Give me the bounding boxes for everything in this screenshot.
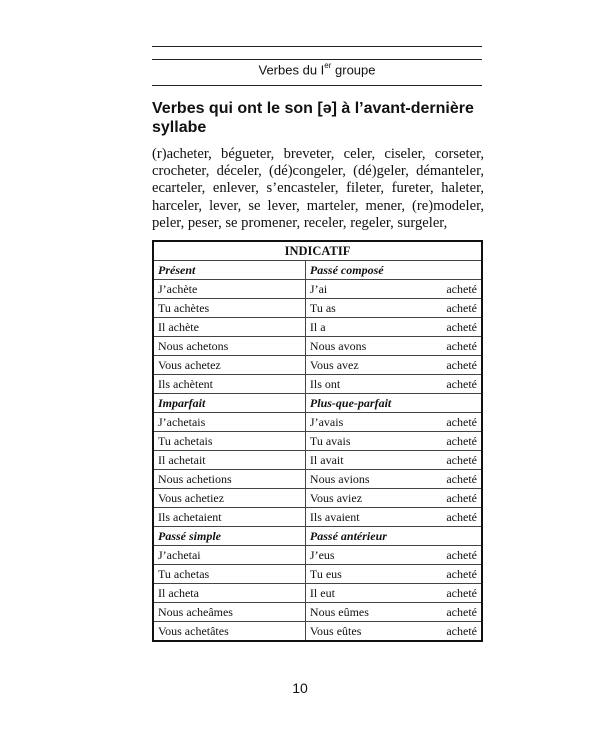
compound-form-cell: [305, 489, 482, 508]
auxiliary-text: Vous avez: [309, 357, 359, 372]
header-rule-bottom: [152, 85, 482, 86]
auxiliary-text: Tu eus: [309, 566, 342, 581]
participle-text: acheté: [446, 414, 477, 429]
auxiliary-text: J’avais: [309, 414, 344, 429]
auxiliary-text: Il eut: [309, 585, 335, 600]
auxiliary-text: Ils ont: [309, 376, 341, 391]
table-row: [153, 565, 482, 584]
header-rule-top: [152, 46, 482, 47]
running-title-text: Verbes du I: [258, 62, 325, 78]
simple-form-cell: Ils achetaient: [153, 508, 305, 527]
participle-text: acheté: [446, 490, 477, 505]
running-title: [152, 62, 482, 77]
tense-header-row: [153, 394, 482, 413]
compound-form-cell: [305, 546, 482, 565]
auxiliary-text: Vous eûtes: [309, 623, 362, 638]
simple-form-cell: J’achetais: [153, 413, 305, 432]
compound-form-cell: [305, 432, 482, 451]
compound-form-cell: [305, 337, 482, 356]
participle-text: acheté: [446, 452, 477, 467]
compound-form-cell: [305, 584, 482, 603]
table-row: [153, 622, 482, 642]
table-row: [153, 318, 482, 337]
tense-label-compound: Passé composé: [305, 261, 482, 280]
compound-form-cell: [305, 280, 482, 299]
auxiliary-text: Il avait: [309, 452, 344, 467]
table-row: [153, 603, 482, 622]
simple-form-cell: Tu achetas: [153, 565, 305, 584]
compound-form-cell: [305, 451, 482, 470]
running-title-superscript: er: [324, 61, 332, 70]
participle-text: acheté: [446, 566, 477, 581]
table-row: [153, 280, 482, 299]
verb-list: (r)acheter, bégueter, breveter, celer, ciseler, corseter, crocheter, déceler, (dé)congeler, (dé)geler, démanteler, ecarteler, enlever, s’encasteler, fileter, fureter, haleter, harceler, lever, se lever, marteler, mener, (re)modeler, peler, peser, se promener, receler, regeler, surgeler,: [152, 146, 484, 231]
participle-text: acheté: [446, 604, 477, 619]
simple-form-cell: Ils achètent: [153, 375, 305, 394]
table-row: [153, 337, 482, 356]
table-row: [153, 470, 482, 489]
simple-form-cell: Nous achetons: [153, 337, 305, 356]
table-row: [153, 546, 482, 565]
tense-label-compound: Passé antérieur: [305, 527, 482, 546]
auxiliary-text: Nous avons: [309, 338, 367, 353]
participle-text: acheté: [446, 471, 477, 486]
tense-header-row: [153, 527, 482, 546]
participle-text: acheté: [446, 585, 477, 600]
auxiliary-text: Tu avais: [309, 433, 351, 448]
auxiliary-text: Tu as: [309, 300, 336, 315]
table-row: [153, 375, 482, 394]
page-number: 10: [292, 680, 308, 696]
participle-text: acheté: [446, 281, 477, 296]
table-row: [153, 508, 482, 527]
compound-form-cell: [305, 413, 482, 432]
simple-form-cell: Vous achetâtes: [153, 622, 305, 642]
simple-form-cell: Nous achеâmes: [153, 603, 305, 622]
simple-form-cell: J’achète: [153, 280, 305, 299]
table-row: [153, 299, 482, 318]
table-row: [153, 356, 482, 375]
participle-text: acheté: [446, 547, 477, 562]
table-row: [153, 413, 482, 432]
simple-form-cell: Vous achetiez: [153, 489, 305, 508]
tense-label-simple: Imparfait: [153, 394, 305, 413]
compound-form-cell: [305, 470, 482, 489]
compound-form-cell: [305, 603, 482, 622]
simple-form-cell: Il achetait: [153, 451, 305, 470]
simple-form-cell: J’achetai: [153, 546, 305, 565]
compound-form-cell: [305, 565, 482, 584]
tense-header-row: [153, 261, 482, 280]
simple-form-cell: Vous achetez: [153, 356, 305, 375]
compound-form-cell: [305, 318, 482, 337]
participle-text: acheté: [446, 509, 477, 524]
auxiliary-text: Nous avions: [309, 471, 370, 486]
participle-text: acheté: [446, 433, 477, 448]
auxiliary-text: J’eus: [309, 547, 335, 562]
participle-text: acheté: [446, 319, 477, 334]
auxiliary-text: Nous eûmes: [309, 604, 369, 619]
table-row: [153, 584, 482, 603]
mood-title: INDICATIF: [153, 241, 482, 261]
simple-form-cell: Tu achètes: [153, 299, 305, 318]
participle-text: acheté: [446, 623, 477, 638]
table-row: [153, 432, 482, 451]
section-heading: Verbes qui ont le son [ə] à l’avant-dernière syllabe: [152, 100, 474, 136]
table-row: [153, 451, 482, 470]
simple-form-cell: Il achète: [153, 318, 305, 337]
compound-form-cell: [305, 508, 482, 527]
tense-label-simple: Présent: [153, 261, 305, 280]
compound-form-cell: [305, 299, 482, 318]
auxiliary-text: Ils avaient: [309, 509, 360, 524]
simple-form-cell: Tu achetais: [153, 432, 305, 451]
conjugation-table: [152, 240, 483, 642]
tense-label-compound: Plus-que-parfait: [305, 394, 482, 413]
table-row: [153, 489, 482, 508]
participle-text: acheté: [446, 357, 477, 372]
table-title-row: [153, 241, 482, 261]
simple-form-cell: Nous achetions: [153, 470, 305, 489]
tense-label-simple: Passé simple: [153, 527, 305, 546]
participle-text: acheté: [446, 338, 477, 353]
header-rule-second: [152, 59, 482, 60]
participle-text: acheté: [446, 376, 477, 391]
auxiliary-text: Vous aviez: [309, 490, 363, 505]
auxiliary-text: J’ai: [309, 281, 328, 296]
compound-form-cell: [305, 375, 482, 394]
participle-text: acheté: [446, 300, 477, 315]
simple-form-cell: Il acheta: [153, 584, 305, 603]
auxiliary-text: Il a: [309, 319, 326, 334]
running-title-suffix: groupe: [331, 62, 376, 78]
compound-form-cell: [305, 356, 482, 375]
compound-form-cell: [305, 622, 482, 642]
